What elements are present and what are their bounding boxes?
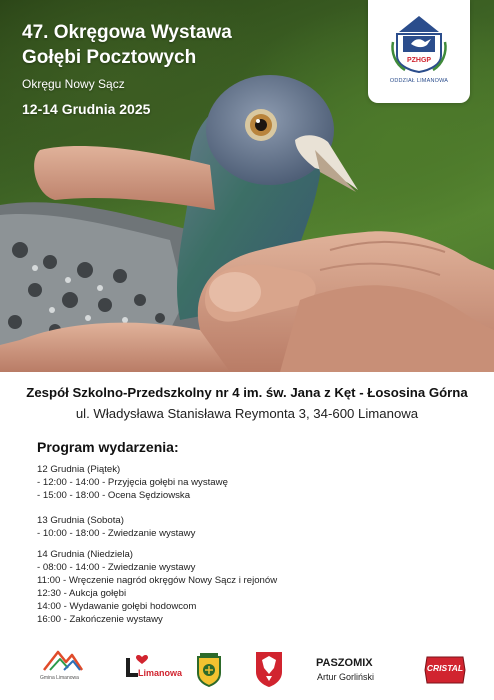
event-dates: 12-14 Grudnia 2025 bbox=[22, 101, 151, 117]
day-title: 13 Grudnia (Sobota) bbox=[37, 515, 124, 526]
subtitle: Okręgu Nowy Sącz bbox=[22, 77, 125, 91]
pzhgp-emblem-icon bbox=[389, 12, 449, 74]
emblem-text: PZHGP bbox=[406, 57, 432, 64]
sponsor-logos bbox=[0, 646, 494, 696]
day-title: 12 Grudnia (Piątek) bbox=[37, 464, 121, 475]
cristal-logo bbox=[423, 646, 467, 694]
title-line-1: 47. Okręgowa Wystawa bbox=[22, 22, 232, 43]
venue-name: Zespół Szkolno-Przedszkolny nr 4 im. św. Jana z Kęt - Łososina Górna bbox=[26, 385, 468, 400]
page-title bbox=[22, 20, 322, 70]
event-item: 11:00 - Wręczenie nagród okręgów Nowy Sącz i rejonów bbox=[37, 575, 278, 586]
event-item: - 15:00 - 18:00 - Ocena Sędziowska bbox=[37, 490, 191, 501]
event-item: - 12:00 - 14:00 - Przyjęcia gołębi na wystawę bbox=[37, 477, 228, 488]
mountains-icon bbox=[40, 646, 86, 674]
limanowa-logo bbox=[124, 646, 183, 694]
program-heading: Program wydarzenia: bbox=[37, 439, 179, 455]
coat-of-arms-icon bbox=[254, 650, 284, 688]
limanowa-label: Limanowa bbox=[138, 668, 183, 678]
event-item: 14:00 - Wydawanie gołębi hodowcom bbox=[37, 601, 197, 612]
club-badge-logo bbox=[196, 646, 222, 694]
program-day-1 bbox=[37, 463, 228, 502]
day-title: 14 Grudnia (Niedziela) bbox=[37, 549, 133, 560]
cristal-label: CRISTAL bbox=[426, 663, 464, 673]
heart-icon bbox=[136, 655, 148, 665]
gmina-limanowa-label: Gmina Limanowa bbox=[40, 675, 79, 681]
event-item: 16:00 - Zakończenie wystawy bbox=[37, 614, 163, 625]
paszomix-person: Artur Gorliński bbox=[317, 672, 375, 682]
club-shield-icon bbox=[196, 653, 222, 687]
paszomix-logo bbox=[316, 646, 386, 694]
gmina-limanowa-logo bbox=[40, 646, 86, 694]
program-day-2 bbox=[37, 514, 195, 540]
title-line-2: Gołębi Pocztowych bbox=[22, 47, 197, 68]
event-item: - 10:00 - 18:00 - Zwiedzanie wystawy bbox=[37, 528, 196, 539]
pzhgp-logo bbox=[368, 0, 470, 103]
event-item: - 08:00 - 14:00 - Zwiedzanie wystawy bbox=[37, 562, 196, 573]
paszomix-name: PASZOMIX bbox=[316, 657, 373, 669]
logo-caption: ODDZIAŁ LIMANOWA bbox=[389, 78, 449, 84]
program-day-3 bbox=[37, 548, 277, 626]
venue-address: ul. Władysława Stanisława Reymonta 3, 34-600 Limanowa bbox=[75, 406, 419, 421]
event-item: 12:30 - Aukcja gołębi bbox=[37, 588, 127, 599]
coat-of-arms-logo bbox=[254, 646, 284, 694]
